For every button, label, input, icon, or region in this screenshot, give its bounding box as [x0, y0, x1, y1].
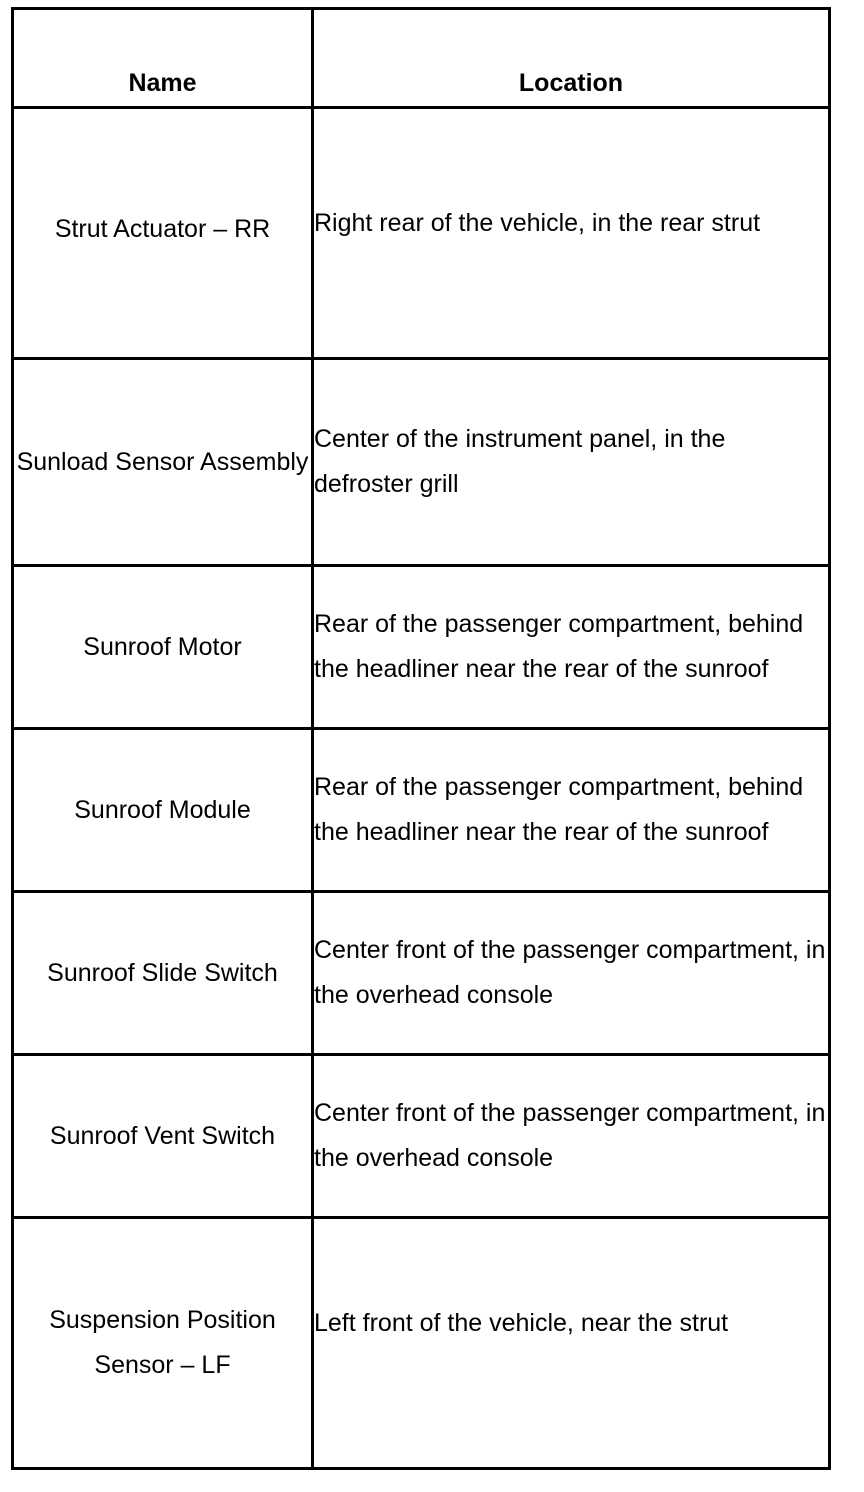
location-cell [313, 892, 830, 1055]
component-location: Rear of the passenger compartment, behind the headliner near the rear of the sunroof [314, 773, 804, 846]
component-name: Sunroof Slide Switch [47, 958, 278, 987]
location-cell [313, 1218, 830, 1469]
name-cell [13, 108, 313, 359]
location-cell [313, 729, 830, 892]
name-header-label: Name [128, 69, 197, 97]
name-column-header [13, 9, 313, 108]
name-cell [13, 729, 313, 892]
header-row [13, 9, 830, 108]
component-location: Right rear of the vehicle, in the rear strut [314, 208, 761, 237]
table-row [13, 1218, 830, 1469]
table-row [13, 108, 830, 359]
location-cell [313, 566, 830, 729]
location-header-label: Location [518, 69, 624, 97]
location-cell [313, 108, 830, 359]
table-row [13, 359, 830, 566]
name-cell [13, 1055, 313, 1218]
component-location-table [11, 7, 831, 1470]
component-name: Sunroof Motor [83, 632, 242, 661]
location-column-header [313, 9, 830, 108]
component-name: Sunroof Vent Switch [49, 1121, 276, 1150]
name-cell [13, 1218, 313, 1469]
component-location: Center front of the passenger compartment, in the overhead console [314, 936, 826, 1009]
component-location: Left front of the vehicle, near the strut [314, 1308, 729, 1337]
component-name: Suspension Position Sensor – LF [49, 1306, 276, 1379]
table-row [13, 566, 830, 729]
table-row [13, 1055, 830, 1218]
location-cell [313, 359, 830, 566]
component-location: Center of the instrument panel, in the defroster grill [314, 425, 726, 498]
name-cell [13, 892, 313, 1055]
table-row [13, 729, 830, 892]
component-location: Rear of the passenger compartment, behind the headliner near the rear of the sunroof [314, 610, 804, 683]
component-name: Sunroof Module [74, 795, 251, 824]
name-cell [13, 359, 313, 566]
component-name: Strut Actuator – RR [54, 214, 271, 243]
table-row [13, 892, 830, 1055]
location-cell [313, 1055, 830, 1218]
component-name: Sunload Sensor Assembly [16, 447, 309, 476]
name-cell [13, 566, 313, 729]
component-location: Center front of the passenger compartment, in the overhead console [314, 1099, 826, 1172]
